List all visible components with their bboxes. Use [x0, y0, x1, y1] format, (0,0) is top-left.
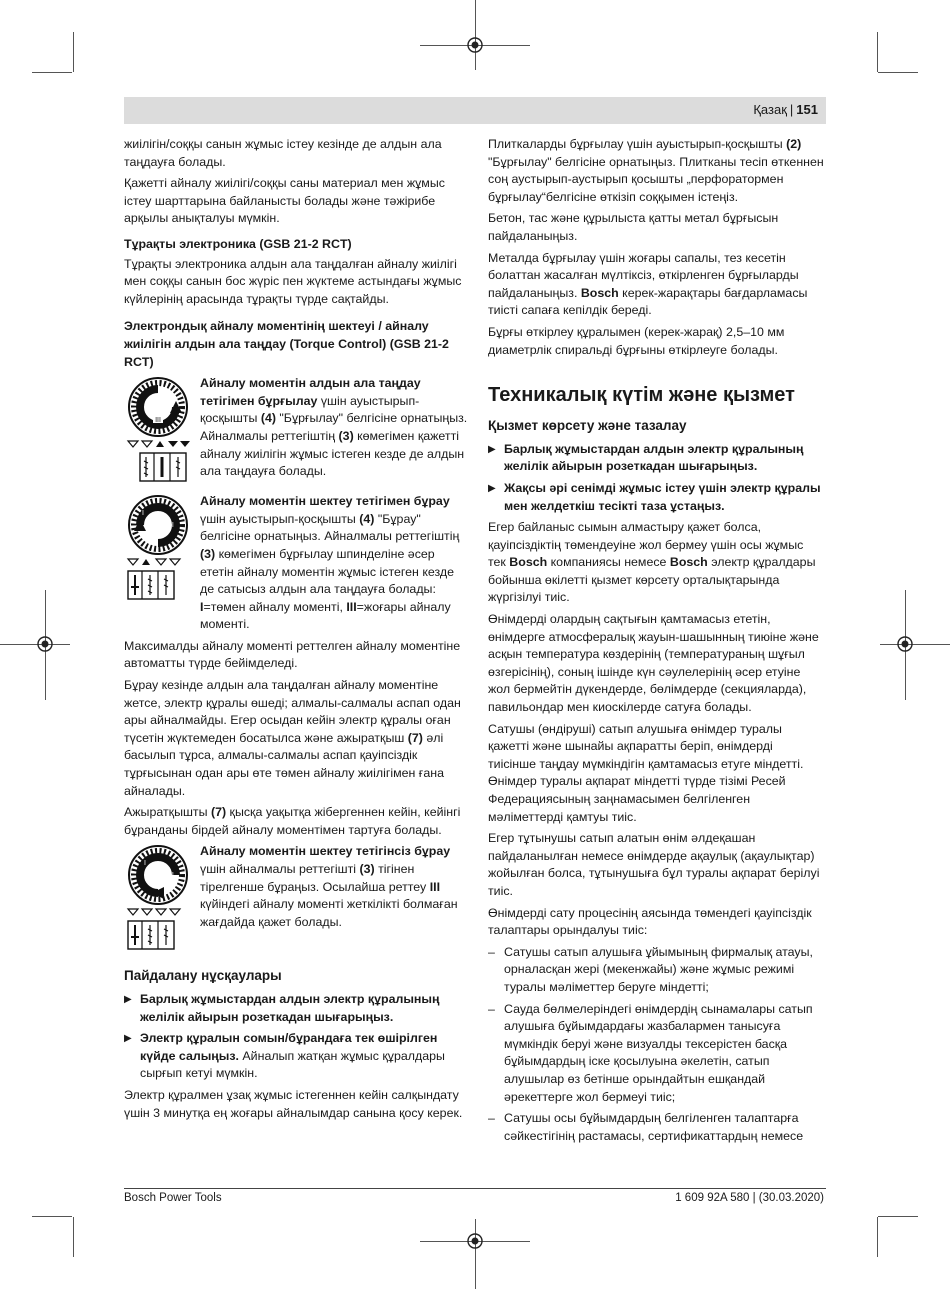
torque-dial-drill-icon [124, 375, 192, 485]
torque-dial-screw-max-icon [124, 843, 192, 953]
dash-list-item: – Сатушы осы бұйымдардың белгіленген талаптарға сәйкестігінің растамасы, сертификаттардың немесе [488, 1110, 824, 1145]
crop-mark [877, 32, 878, 72]
left-column [124, 136, 468, 1126]
section-title-maintenance: Техникалық күтім және қызмет [488, 384, 795, 407]
paragraph: Бұрау кезінде алдын ала таңдалған айналу моментіне жетсе, электр құралы өшеді; алмалы-салмалы аспап одан ары айналмайды. Егер осыдан кейін электр құралы оған түсетін жүктемеден босатылса және ажыратқыш (7) әлі басылып тұрса, алмалы-салмалы аспап қауіпсіздік тұрғысынан одан ары өте төмен айналу жиілігімен ғана айналады. [124, 678, 461, 798]
page-number: 151 [796, 102, 818, 117]
footer-divider [124, 1188, 826, 1189]
warning-bullet: ▶ Жақсы әрі сенімді жұмыс істеу үшін электр құралы мен желдеткіш тесікті таза ұстаңыз. [488, 480, 824, 515]
paragraph: Сатушы (өндіруші) сатып алушыға өнімдер туралы қажетті және шынайы ақпаратты беріп, өнімдерді тиісінше таңдау мүмкіндігін қамтамасыз етуге міндетті. Өнімдер туралы ақпарат міндетті түрде тізімі Ресей Федерациясының заңнамасымен белгіленген мәліметтерді қамтуы тиіс. [488, 721, 804, 824]
crop-mark [73, 32, 74, 72]
figure-block-screwing-no-limit [124, 843, 468, 953]
section-heading-service-cleaning: Қызмет көрсету және тазалау [488, 418, 687, 434]
paragraph: Плиткаларды бұрғылау үшін ауыстырып-қосқышты (2) "Бұрғылау" белгісіне орнатыңыз. Плитканы тесіп өткеннен соң аустырып-аустырып қосышты „перфоратормен бұрғылау“белгісіне өткізіп соққымен істеңіз. [488, 137, 824, 204]
figure-text: Айналу моментін шектеу тетігінсіз бұрау үшін айналмалы реттегішті (3) тігінен тірелгенше бұраңыз. Осылайша реттеу III күйіндегі айналу моменті жеткілікті болмаған жағдайда қажет болады. [200, 844, 458, 929]
header-section: Қазақ [753, 102, 787, 117]
crop-mark [877, 1217, 878, 1257]
page-header [124, 97, 826, 124]
svg-text:III: III [168, 522, 174, 530]
paragraph: Қажетті айналу жиілігі/соққы саны материал мен жұмыс істеу шарттарына байланысты болады және тәжірибе арқылы анықталуы мүмкін. [124, 176, 445, 226]
figure-text: Айналу моментін алдын ала таңдау тетігімен бұрғылау үшін ауыстырып-қосқышты (4) "Бұрғылау" белгісіне орнатыңыз. Айналмалы реттегіштің (3) көмегімен қажетті айналу жиілігін жұмыс істеген кезде де алдын ала таңдауға болады. [200, 376, 468, 479]
footer-doc-number: 1 609 92A 580 | (30.03.2020) [675, 1192, 824, 1204]
crop-mark [32, 1216, 72, 1217]
right-column [488, 136, 824, 1149]
paragraph: Егер тұтынушы сатып алатын өнім әлдеқашан пайдаланылған немесе өнімдерде ақаулық (ақаулықтар) жойылған болса, тұтынушыға бұл туралы ақпарат берілуі тиіс. [488, 831, 820, 898]
figure-block-screwing-limit [124, 493, 468, 634]
crop-mark [73, 1217, 74, 1257]
paragraph: Бетон, тас және құрылыста қатты метал бұрғысын пайдаланыңыз. [488, 211, 779, 243]
svg-text:III: III [155, 417, 161, 425]
dash-list-item: – Сатушы сатып алушыға ұйымының фирмалық атауы, орналасқан жері (мекенжайы) және жұмыс режимі туралы мәліметтер беруге міндетті; [488, 944, 824, 997]
footer-brand: Bosch Power Tools [124, 1192, 222, 1204]
warning-bullet: ▶ Барлық жұмыстардан алдын электр құралының желілік айырын розеткадан шығарыңыз. [124, 991, 468, 1026]
crop-mark [878, 72, 918, 73]
paragraph: Тұрақты электроника алдын ала таңдалған айналу жиілігі мен соққы санын бос жүріс пен жүктеме астындағы жұмыс күйлерінің арасында тұрақты түрде сақтайды. [124, 256, 462, 306]
figure-block-drilling [124, 375, 468, 485]
section-heading-usage-tips: Пайдалану нұсқаулары [124, 968, 282, 984]
section-heading-torque-control: Электрондық айналу моментінің шектеуі / айналу жиілігін алдын ала таңдау (Torque Control) (GSB 21-2 RCT) [124, 319, 449, 369]
registration-mark-icon [34, 633, 56, 655]
paragraph: Өнімдерді олардың сақтығын қамтамасыз ететін, өнімдерге атмосфералық жауын-шашынның тиюіне және асқын температура көздерінің (температураның шұғыл өзгерісінің), соның ішінде күн сәулелерінің әсер етуіне жол бермейтін дүкендерде, бөлімдерде (секцияларда), павильондар мен киоскілерде сатуға болады. [488, 612, 819, 715]
paragraph: Өнімдерді сату процесінің аясында төмендегі қауіпсіздік талаптары орындалуы тиіс: [488, 905, 812, 938]
paragraph: Металда бұрғылау үшін жоғары сапалы, тез кесетін болаттан жасалған мүлтіксіз, өткірленген бұрғыларды пайдаланыңыз. Bosch керек-жарақтары бағдарламасы тиісті сапаға кепілдік береді. [488, 250, 808, 318]
paragraph: Ажыратқышты (7) қысқа уақытқа жібергеннен кейін, кейінгі бұранданы бірдей айналу моментімен тартуға болады. [124, 805, 461, 837]
warning-bullet: ▶ Электр құралын сомын/бұрандаға тек өшірілген күйде салыңыз. Айналып жатқан жұмыс құралдары сырғып кетуі мүмкін. [124, 1030, 468, 1083]
paragraph: жиілігін/соққы санын жұмыс істеу кезінде де алдын ала таңдауға болады. [124, 137, 442, 169]
dash-list-item: – Сауда бөлмелеріндегі өнімдердің сынамалары сатып алушыға бұйымдардағы жазбалармен танысуға мүмкіндік беруі және визуалды тексерістен басқа бұйымдардың іске қосылуына әкелетін, сатып алушылар өз бетінше орындайтын ешқандай әрекеттерге жол бермеуі тиіс; [488, 1001, 824, 1107]
section-heading-constant-electronics: Тұрақты электроника (GSB 21-2 RCT) [124, 236, 352, 251]
svg-text:I: I [144, 860, 146, 868]
figure-text: Айналу моментін шектеу тетігімен бұрау үшін ауыстырып-қосқышты (4) "Бұрау" белгісіне орнатыңыз. Айналмалы реттегіштің (3) көмегімен бұрғылау шпинделіне әсер ететін айналу моментін жұмыс істеген кезде де сатысыз алдын ала таңдауға болады: I=төмен айналу моменті, III=жоғары айналу моменті. [200, 494, 460, 632]
header-text: Қазақ | 151 [753, 102, 818, 117]
crop-mark [32, 72, 72, 73]
svg-text:III: III [168, 872, 174, 880]
warning-bullet: ▶ Барлық жұмыстардан алдын электр құралының желілік айырын розеткадан шығарыңыз. [488, 441, 824, 476]
registration-mark-icon [464, 1230, 486, 1252]
registration-mark-icon [894, 633, 916, 655]
svg-text:I: I [142, 510, 144, 518]
paragraph: Егер байланыс сымын алмастыру қажет болса, қауіпсіздіктің төмендеуіне жол бермеу үшін осы жұмыс тек Bosch компаниясы немесе Bosch электр құралдары бойынша өкілетті қызмет көрсету орталықтарында жүргізілуі тиіс. [488, 520, 816, 605]
registration-mark-icon [464, 34, 486, 56]
torque-dial-screw-icon [124, 493, 192, 603]
paragraph: Бұрғы өткірлеу құралымен (керек-жарақ) 2,5–10 мм диаметрлік спиральді бұрғыны өткірлеуге болады. [488, 324, 785, 357]
paragraph: Электр құралмен ұзақ жұмыс істегеннен кейін салқындату үшін 3 минутқа ең жоғары айналымдар санына қосу керек. [124, 1087, 463, 1120]
crop-mark [878, 1216, 918, 1217]
paragraph: Максималды айналу моменті реттелген айналу моментіне автоматты түрде бейімделеді. [124, 638, 461, 671]
